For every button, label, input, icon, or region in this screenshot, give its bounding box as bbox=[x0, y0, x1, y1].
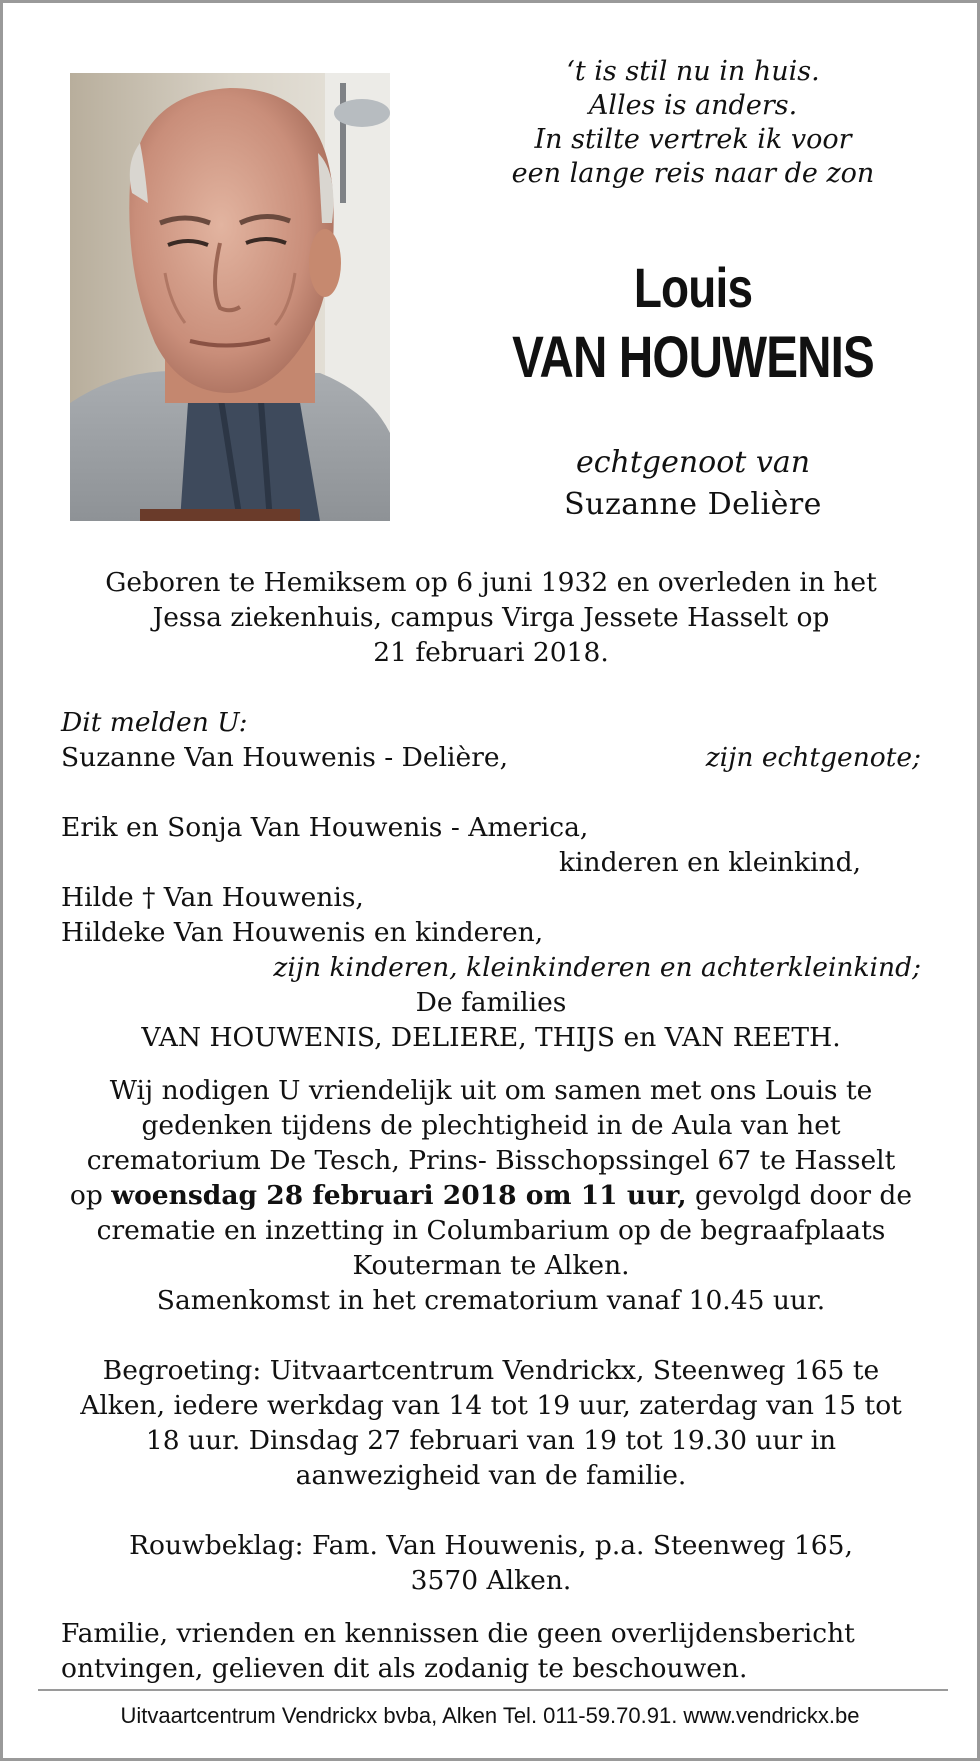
verse-line: Alles is anders. bbox=[588, 90, 798, 121]
verse bbox=[453, 55, 933, 191]
announcers-intro: Dit melden U: bbox=[61, 707, 248, 738]
announcer-name: Hilde † Van Houwenis, bbox=[61, 882, 364, 913]
text-line: crematie en inzetting in Columbarium op de begraafplaats bbox=[96, 1215, 886, 1246]
announcers bbox=[61, 705, 921, 1055]
text-line: Jessa ziekenhuis, campus Virga Jessete Hasselt op bbox=[152, 602, 830, 633]
announcer-relation: zijn echtgenote; bbox=[705, 742, 921, 773]
text-segment: op bbox=[69, 1180, 112, 1211]
announcer-name: Hildeke Van Houwenis en kinderen, bbox=[61, 917, 544, 948]
announcer-name: Erik en Sonja Van Houwenis - America, bbox=[61, 812, 589, 843]
text-line: Begroeting: Uitvaartcentrum Vendrickx, Steenweg 165 te bbox=[102, 1355, 880, 1386]
visitation-paragraph bbox=[61, 1353, 921, 1493]
families-label: De families bbox=[415, 987, 567, 1018]
last-name: VAN HOUWENIS bbox=[512, 325, 874, 390]
announcer-name: Suzanne Van Houwenis - Delière, bbox=[61, 742, 508, 773]
text-line: gedenken tijdens de plechtigheid in de Aula van het bbox=[141, 1110, 841, 1141]
birth-paragraph bbox=[61, 565, 921, 670]
verse-line: In stilte vertrek ik voor bbox=[534, 124, 852, 155]
condolences-paragraph bbox=[61, 1528, 921, 1598]
text-line: Rouwbeklag: Fam. Van Houwenis, p.a. Steenweg 165, bbox=[129, 1530, 853, 1561]
text-line: Wij nodigen U vriendelijk uit om samen met ons Louis te bbox=[109, 1075, 873, 1106]
announcer-row bbox=[61, 740, 921, 775]
text-line: 21 februari 2018. bbox=[373, 637, 609, 668]
text-line: 18 uur. Dinsdag 27 februari van 19 tot 19.30 uur in bbox=[145, 1425, 837, 1456]
text-line: Geboren te Hemiksem op 6 juni 1932 en overleden in het bbox=[105, 567, 877, 598]
announcer-relation: zijn kinderen, kleinkinderen en achterkleinkind; bbox=[273, 952, 921, 983]
verse-line: een lange reis naar de zon bbox=[511, 158, 875, 189]
text-line: Samenkomst in het crematorium vanaf 10.45 uur. bbox=[156, 1285, 826, 1316]
ceremony-paragraph bbox=[61, 1073, 921, 1318]
text-line: ontvingen, gelieven dit als zodanig te beschouwen. bbox=[61, 1653, 748, 1684]
deceased-name bbox=[480, 253, 906, 393]
text-line: aanwezigheid van de familie. bbox=[295, 1460, 687, 1491]
text-line: crematorium De Tesch, Prins- Bisschopssingel 67 te Hasselt bbox=[86, 1145, 896, 1176]
spouse-name: Suzanne Delière bbox=[564, 487, 822, 522]
obituary-body bbox=[61, 565, 921, 1686]
text-line bbox=[61, 1178, 921, 1213]
verse-line: ‘t is stil nu in huis. bbox=[566, 56, 820, 87]
announcer-relation: kinderen en kleinkind, bbox=[558, 847, 861, 878]
families-list: VAN HOUWENIS, DELIERE, THIJS en VAN REETH. bbox=[141, 1022, 841, 1053]
ceremony-datetime: woensdag 28 februari 2018 om 11 uur, bbox=[111, 1180, 687, 1211]
spouse-label: echtgenoot van bbox=[575, 445, 811, 480]
text-segment: gevolgd door de bbox=[686, 1180, 913, 1211]
footer-contact: Uitvaartcentrum Vendrickx bvba, Alken Tel. 011-59.70.91. www.vendrickx.be bbox=[120, 1703, 860, 1728]
portrait-photo bbox=[70, 73, 390, 521]
footer-divider bbox=[38, 1689, 948, 1691]
text-line: Alken, iedere werkdag van 14 tot 19 uur, zaterdag van 15 tot bbox=[80, 1390, 902, 1421]
closing-paragraph bbox=[61, 1616, 921, 1686]
text-line: 3570 Alken. bbox=[410, 1565, 572, 1596]
text-line: Familie, vrienden en kennissen die geen overlijdensbericht bbox=[61, 1618, 855, 1649]
first-name: Louis bbox=[633, 256, 753, 319]
portrait-image bbox=[70, 73, 390, 521]
text-line: Kouterman te Alken. bbox=[352, 1250, 630, 1281]
